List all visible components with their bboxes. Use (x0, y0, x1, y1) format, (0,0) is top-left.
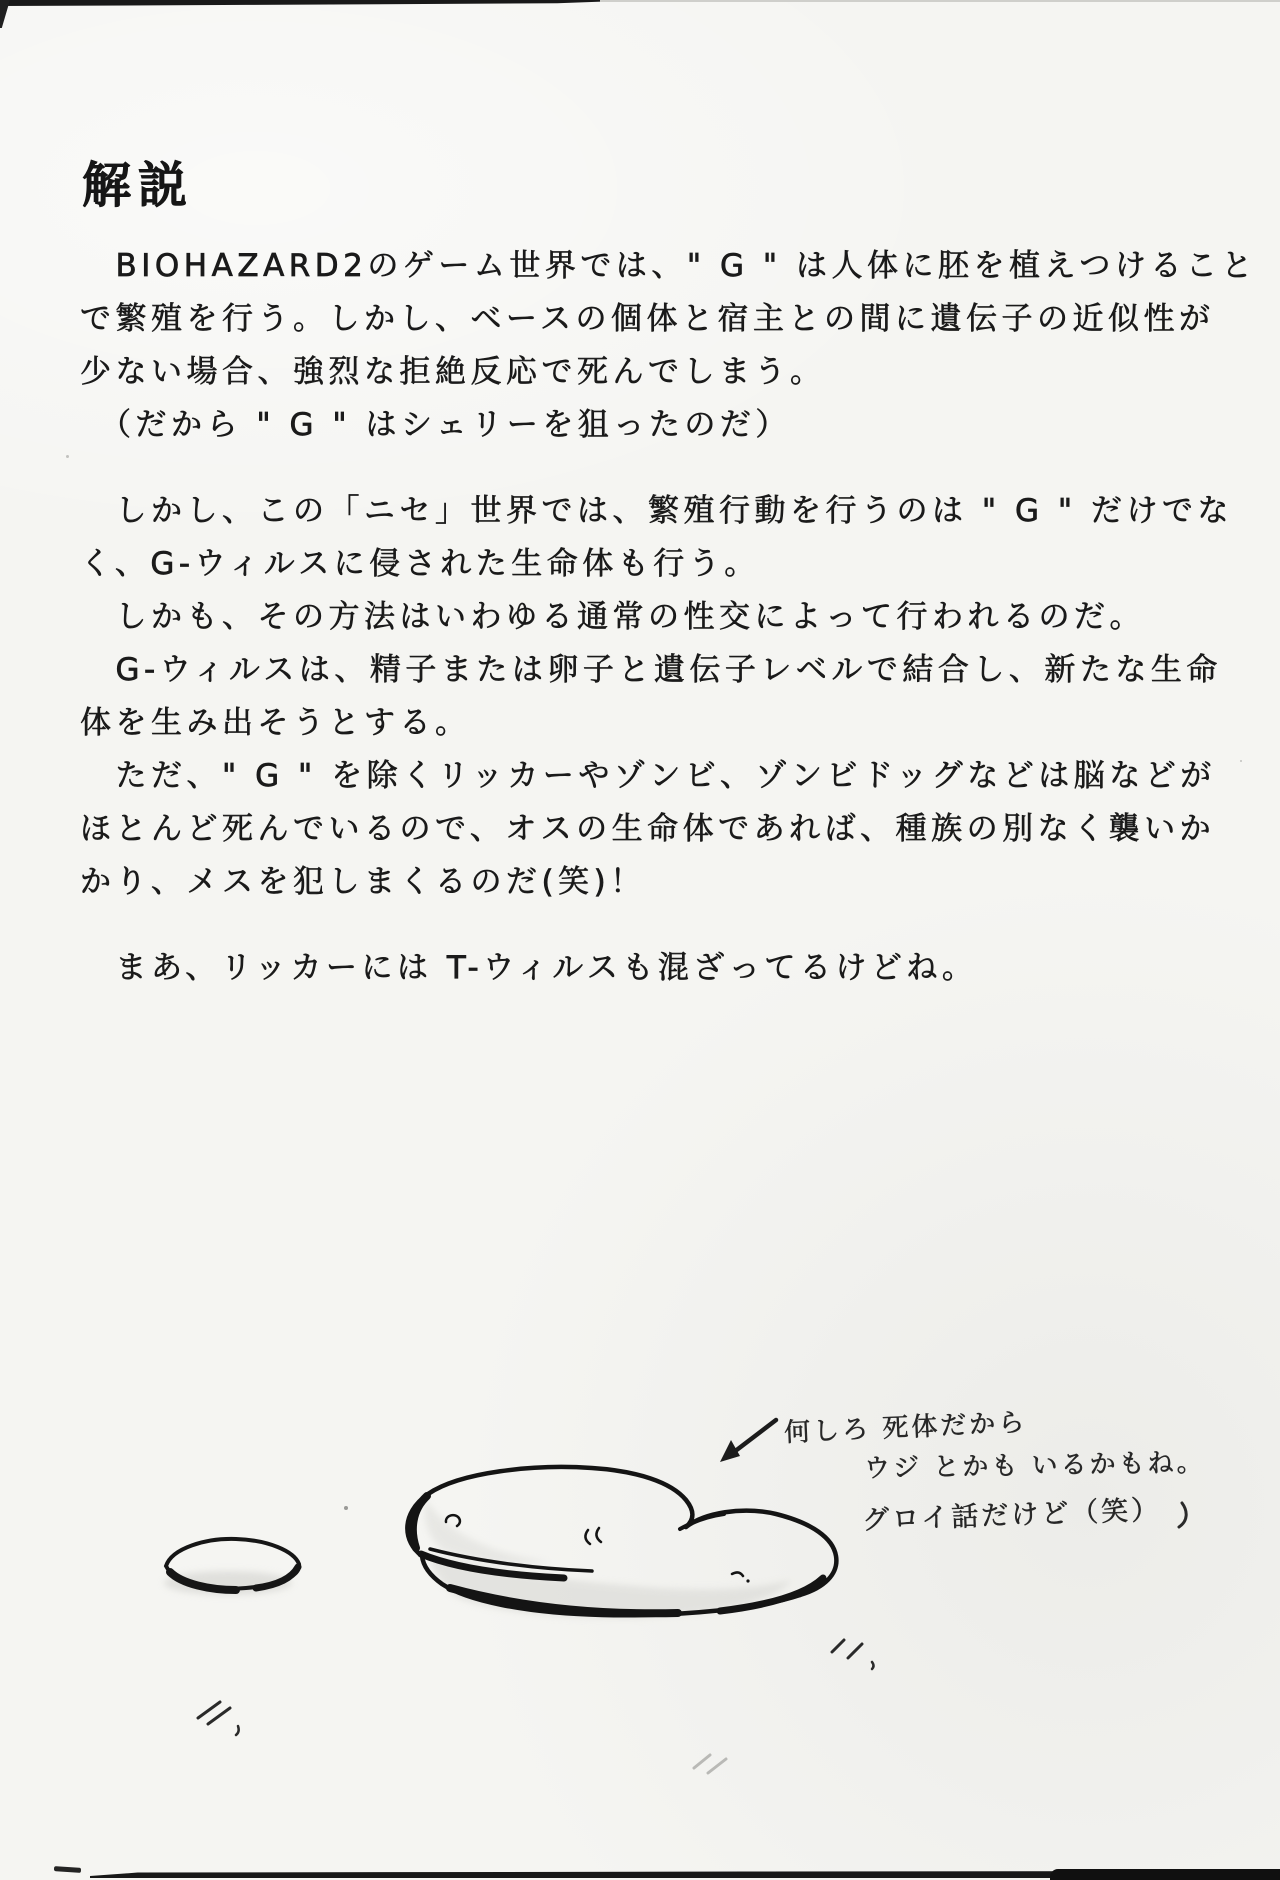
scan-edge-top-thin (600, 0, 1280, 2)
scan-edge-bottom-corner (1050, 1869, 1280, 1880)
handwritten-note-line: 何しろ 死体だから (783, 1407, 1028, 1449)
blob-crease-shadow (425, 1500, 550, 1564)
pen-scribbles (198, 1506, 874, 1735)
body-text-line: で繁殖を行う。しかし、ベースの個体と宿主との間に遺伝子の近似性が (80, 301, 1215, 337)
handwritten-note-line: グロイ話だけど（笑） (861, 1494, 1162, 1537)
corpse-puddle-doodle (120, 1430, 880, 1744)
handwritten-note-line: ウジ とかも いるかもね。 (863, 1448, 1206, 1484)
paragraph (80, 240, 1257, 452)
body-text-line: しかし、この「ニセ」世界では、繁殖行動を行うのは " G " だけでな (80, 493, 1233, 529)
commentary-body (80, 240, 1257, 995)
body-text-line: ただ、" G " を除くリッカーやゾンビ、ゾンビドッグなどは脳などが (80, 758, 1216, 794)
body-text-line: （だから " G " はシェリーを狙ったのだ） (80, 407, 791, 443)
body-text-line: G-ウィルスは、精子または卵子と遺伝子レベルで結合し、新たな生命 (80, 652, 1222, 688)
scan-edge-top (0, 0, 648, 6)
body-text-line: く、G-ウィルスに侵された生命体も行う。 (80, 546, 760, 582)
pen-flourish (1176, 1501, 1194, 1535)
scan-edge-bottom-dash (54, 1866, 81, 1873)
scan-corner-nick (0, 0, 10, 28)
scan-speck (66, 455, 69, 458)
paragraph (80, 485, 1245, 909)
scan-smudge (688, 1748, 744, 1782)
body-text-line: しかも、その方法はいわゆる通常の性交によって行われるのだ。 (80, 599, 1145, 635)
body-text-line: 体を生み出そうとする。 (80, 705, 471, 741)
page-title: 解説 (82, 156, 195, 214)
body-text-line: まあ、リッカーには T-ウィルスも混ざってるけどね。 (80, 950, 978, 986)
body-text-line: BIOHAZARD2のゲーム世界では、" G " は人体に胚を植えつけること (80, 248, 1257, 284)
body-text-line: かり、メスを犯しまくるのだ(笑)！ (80, 864, 646, 900)
body-text-line: 少ない場合、強烈な拒絶反応で死んでしまう。 (80, 354, 826, 390)
body-text-line: ほとんど死んでいるので、オスの生命体であれば、種族の別なく襲いか (80, 811, 1216, 847)
paragraph (80, 942, 1245, 995)
